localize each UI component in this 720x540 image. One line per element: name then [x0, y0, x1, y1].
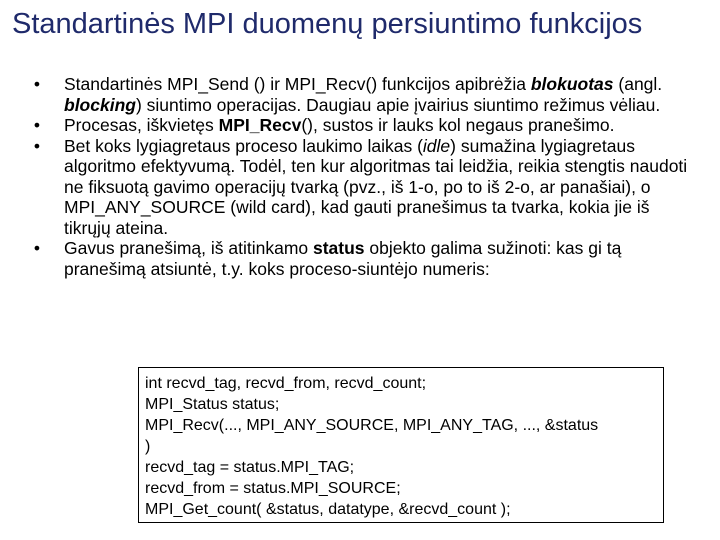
bullet-text: ) siuntimo operacijas. Daugiau apie įvairius siuntimo režimus vėliau.	[135, 94, 661, 115]
code-line: )	[145, 438, 151, 455]
bullet-text: Standartinės MPI_Send () ir MPI_Recv() funkcijos apibrėžia	[64, 74, 531, 94]
bullet-text: objekto galima sužinoti: kas gi tą pranešimą atsiuntė, t.y. koks proceso-siuntėjo numeris:	[64, 238, 622, 279]
bullet-text: (), sustos ir lauks kol negaus pranešimo.	[301, 115, 615, 135]
code-line: MPI_Recv(..., MPI_ANY_SOURCE, MPI_ANY_TAG, ..., &status	[145, 417, 599, 434]
code-line: MPI_Get_count( &status, datatype, &recvd_count );	[145, 501, 511, 518]
bullet-text: Bet koks lygiagretaus proceso laukimo laikas (	[64, 135, 423, 156]
bullet-emphasis: idle	[422, 135, 451, 156]
bullet-text: Procesas, iškvietęs	[64, 115, 219, 135]
bullet-text: ) sumažina lygiagretaus algoritmo efektyvumą. Todėl, ten kur algoritmas tai leidžia, reikia stengtis naudoti ne fiksuotą gavimo operacijų tvarką (pvz., iš 1-o, po to iš 2-o, ar panašiai), o MPI_ANY_SOURCE (wild card), kad gauti pranešimus ta tvarka, kokia jie iš tikrųjų ateina.	[64, 135, 688, 238]
bullet-emphasis: blokuotas	[530, 74, 614, 94]
bullet-text: (angl.	[613, 74, 663, 94]
code-example-box	[138, 367, 664, 523]
code-line: int recvd_tag, recvd_from, recvd_count;	[145, 375, 427, 392]
bullet-emphasis: MPI_Recv	[218, 115, 302, 135]
bullet-list	[30, 74, 690, 279]
bullet-marker: •	[33, 238, 41, 258]
bullet-item-recv-wait	[30, 115, 690, 136]
slide-title: Standartinės MPI duomenų persiuntimo funkcijos	[12, 8, 643, 40]
bullet-emphasis: status	[313, 238, 365, 258]
bullet-item-idle-time	[30, 136, 690, 239]
code-line: recvd_tag = status.MPI_TAG;	[145, 459, 355, 476]
bullet-emphasis: blocking	[64, 94, 136, 115]
bullet-marker: •	[33, 115, 41, 135]
code-line: recvd_from = status.MPI_SOURCE;	[145, 480, 401, 497]
bullet-item-status-object	[30, 238, 690, 279]
bullet-marker: •	[33, 135, 41, 156]
bullet-marker: •	[33, 74, 41, 94]
bullet-text: Gavus pranešimą, iš atitinkamo	[64, 238, 313, 258]
code-line: MPI_Status status;	[145, 396, 280, 413]
bullet-item-blocking	[30, 74, 690, 115]
